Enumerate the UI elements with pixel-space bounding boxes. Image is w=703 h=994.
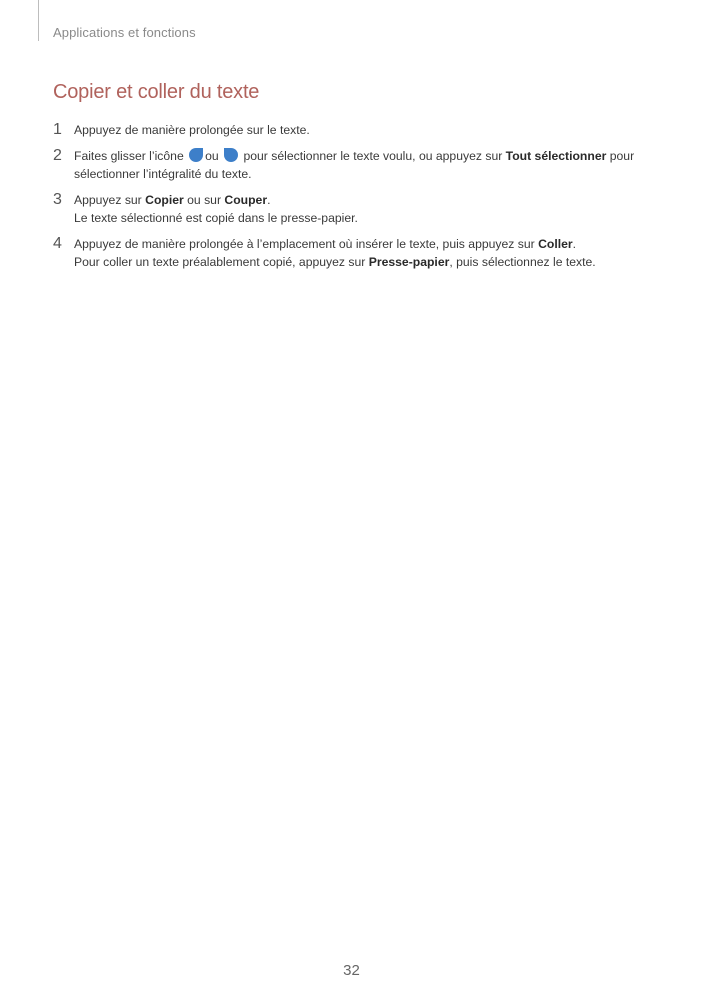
step-number: 2 — [53, 147, 62, 164]
section-title: Copier et coller du texte — [53, 81, 260, 103]
step-text: Pour coller un texte préalablement copié, appuyez sur — [74, 255, 366, 269]
selection-handle-right-icon — [224, 148, 238, 162]
step-text-line-1 — [74, 191, 653, 209]
step-number: 3 — [53, 191, 62, 208]
step-2 — [53, 147, 653, 183]
step-4 — [53, 235, 653, 271]
cut-label: Couper — [224, 193, 268, 207]
copy-label: Copier — [145, 193, 184, 207]
paste-label: Coller — [538, 237, 573, 251]
step-text: ou — [205, 149, 219, 163]
step-text-line-2 — [74, 253, 653, 271]
header-section-label: Applications et fonctions — [53, 25, 196, 40]
step-text: . — [267, 193, 271, 207]
step-text: pour — [609, 149, 635, 163]
step-text: pour sélectionner le texte voulu, ou appuyez sur — [243, 149, 503, 163]
step-text: ou sur — [187, 193, 222, 207]
step-text: , puis sélectionnez le texte. — [449, 255, 596, 269]
step-number: 1 — [53, 121, 62, 138]
selection-handle-left-icon — [189, 148, 203, 162]
page-number: 32 — [343, 962, 360, 979]
step-1 — [53, 121, 653, 139]
step-text-line-1 — [74, 235, 653, 253]
step-3 — [53, 191, 653, 227]
step-text-line-2: Le texte sélectionné est copié dans le presse-papier. — [74, 211, 358, 225]
step-text: Appuyez sur — [74, 193, 142, 207]
header-divider — [38, 0, 39, 41]
step-text: Appuyez de manière prolongée à l’emplacement où insérer le texte, puis appuyez sur — [74, 237, 535, 251]
clipboard-label: Presse-papier — [368, 255, 450, 269]
step-text-line-1 — [74, 147, 653, 165]
steps-list — [53, 118, 653, 271]
select-all-label: Tout sélectionner — [505, 149, 607, 163]
step-text-line-2: sélectionner l’intégralité du texte. — [74, 167, 252, 181]
step-text: Appuyez de manière prolongée sur le texte. — [74, 123, 310, 137]
step-text: Faites glisser l’icône — [74, 149, 184, 163]
step-number: 4 — [53, 235, 62, 252]
step-text: . — [572, 237, 577, 251]
